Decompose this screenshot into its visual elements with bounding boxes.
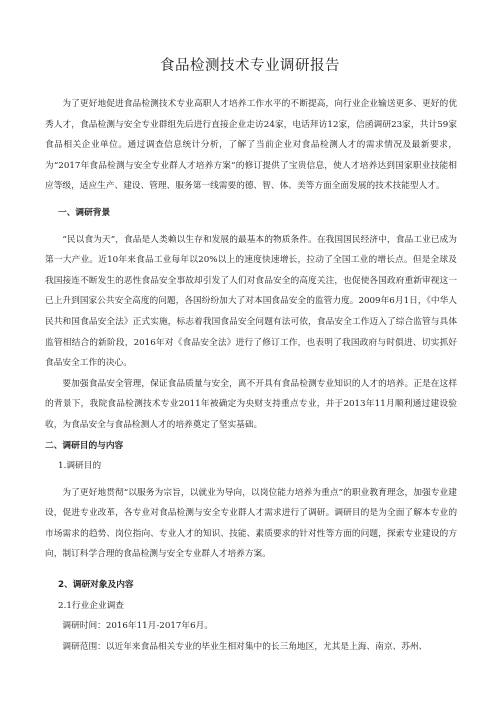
survey-scope-line: 调研范围：以近年来食品相关专业的毕业生相对集中的长三角地区，尤其是上海、南京、苏州、 <box>62 641 428 652</box>
intro-paragraph: 为了更好地促进食品检测技术专业高职人才培养工作水平的不断提高，向行业企业输送更多、更好的优秀人才，食品检测与安全专业群组先后进行直接企业走访24家，电话拜访12家，信函调研23家，共计59家食品相关企业单位。通过调查信息统计分析，了解了当前企业对食品检测人才的需求情况及最新要求，为“2017年食品检测与安全专业群人才培养方案”的修订提供了宝贵信息，使人才培养达到国家职业技能相应等级，适应生产、建设、管理、服务第一线需要的德、智、体、美等方面全面发展的技术技能型人才。 <box>45 99 457 192</box>
purpose-paragraph: 为了更好地贯彻“以服务为宗旨，以就业为导向，以岗位能力培养为重点”的职业教育理念，加强专业建设，促进专业改革，各专业对食品检测与安全专业群人才需求进行了调研。调研目的是为全面了解本专业的市场需求的趋势、岗位指向、专业人才的知识、技能、素质要求的针对性等方面的问题，探索专业建设的方向，制订科学合理的食品检测与安全专业群人才培养方案。 <box>45 487 457 560</box>
document-title: 食品检测技术专业调研报告 <box>160 58 340 74</box>
section-heading-purpose-content: 二、调研目的与内容 <box>45 440 124 451</box>
subheading-industry-survey: 2.1行业企业调查 <box>58 600 124 611</box>
survey-time-line: 调研时间：2016年11月-2017年6月。 <box>62 621 214 632</box>
section-heading-objects: 2、调研对象及内容 <box>58 580 134 591</box>
document-body <box>45 94 457 657</box>
background-paragraph-1: “民以食为天”，食品是人类赖以生存和发展的最基本的物质条件。在我国国民经济中，食品工业已成为第一大产业。近10年来食品工业每年以20%以上的速度快速增长，拉动了全国工业的增长点。但是全球及我国接连不断发生的恶性食品安全事故却引发了人们对食品安全的高度关注，也促使各国政府重新审视这一已上升到国家公共安全高度的问题，各国纷纷加大了对本国食品安全的监管力度。2009年6月1日，《中华人民共和国食品安全法》正式实施，标志着我国食品安全问题有法可依，食品安全工作迈入了综合监管与具体监管相结合的新阶段，2016年对《食品安全法》进行了修订工作，也表明了我国政府与时俱进、切实抓好食品安全工作的决心。 <box>45 234 457 369</box>
background-paragraph-2: 要加强食品安全管理，保证食品质量与安全，离不开具有食品检测专业知识的人才的培养。正是在这样的背景下，我院食品检测技术专业2011年被确定为央财支持重点专业，并于2013年11月顺利通过建设验收，为食品安全与食品检测人才的培养奠定了坚实基础。 <box>45 378 457 430</box>
subheading-purpose: 1.调研目的 <box>58 461 102 472</box>
section-heading-background: 一、调研背景 <box>58 207 111 218</box>
